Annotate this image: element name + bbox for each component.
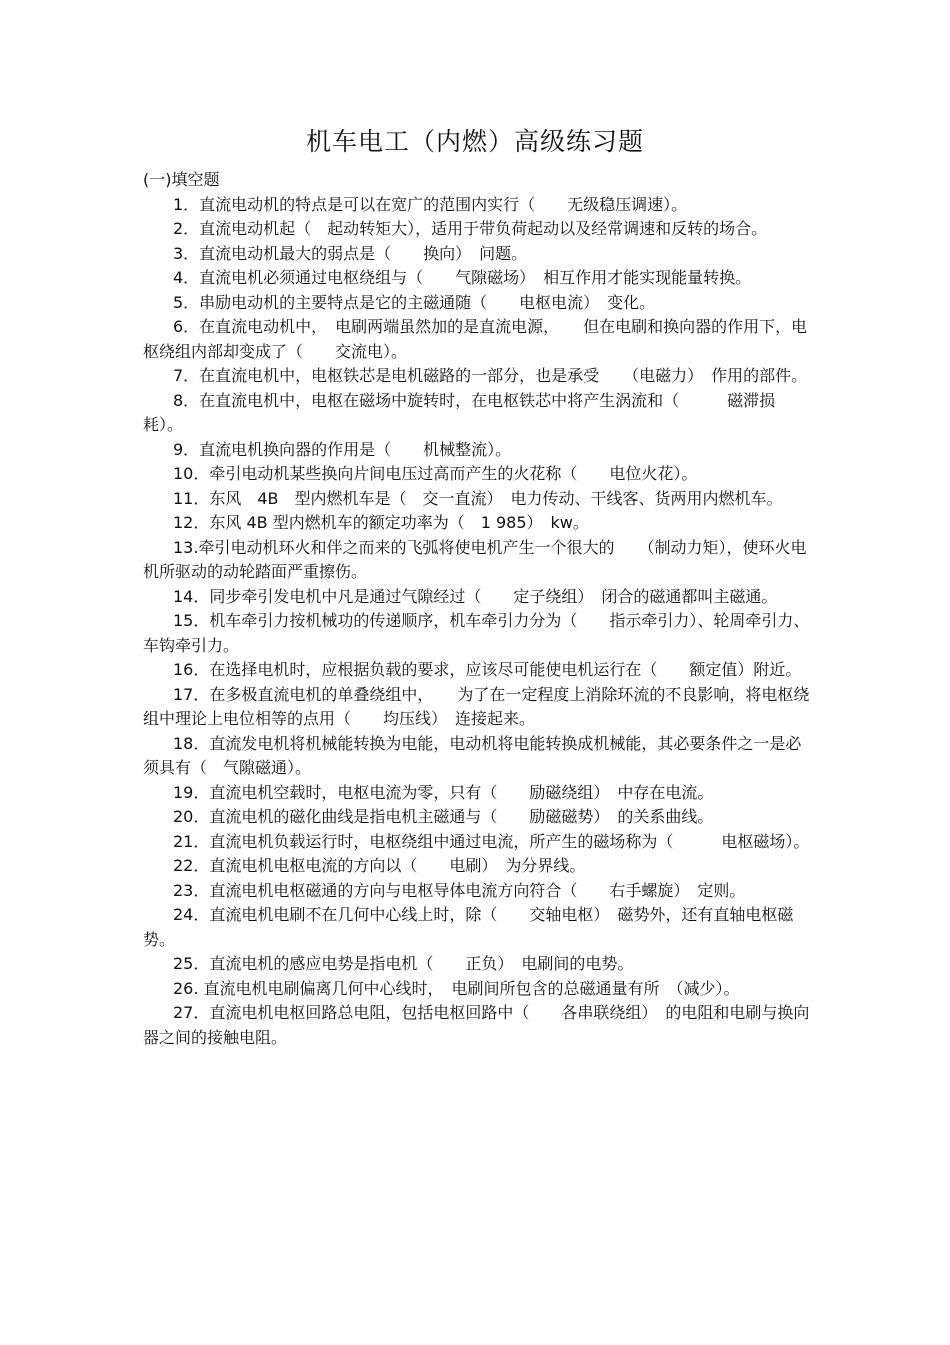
question-item: 13.牵引电动机环火和伴之而来的飞弧将使电机产生一个很大的 （制动力矩），使环火电机所驱动的动轮踏面严重擦伤。 xyxy=(143,537,807,581)
question-item: 9．直流电机换向器的作用是（ 机械整流）。 xyxy=(173,439,512,459)
question-item: 7．在直流电机中，电枢铁芯是电机磁路的一部分，也是承受 （电磁力） 作用的部件。 xyxy=(173,366,808,385)
question-item: 20．直流电机的磁化曲线是指电机主磁通与（ 励磁磁势） 的关系曲线。 xyxy=(173,807,714,826)
question-item: 2．直流电动机起（ 起动转矩大），适用于带负荷起动以及经常调速和反转的场合。 xyxy=(173,219,768,238)
question-item: 22．直流电机电枢电流的方向以（ 电刷） 为分界线。 xyxy=(173,856,586,875)
question-item: 12．东风 4B 型内燃机车的额定功率为（ 1 985） kw。 xyxy=(173,513,589,532)
question-item: 5．串励电动机的主要特点是它的主磁通随（ 电枢电流） 变化。 xyxy=(173,292,656,312)
question-item: 10．牵引电动机某些换向片间电压过高而产生的火花称（ 电位火花）。 xyxy=(173,464,698,483)
question-item: 27．直流电机电枢回路总电阻，包括电枢回路中（ 各串联绕组） 的电阻和电刷与换向器之间的接触电阻。 xyxy=(143,1003,810,1047)
question-item: 21．直流电机负载运行时，电枢绕组中通过电流，所产生的磁场称为（ 电枢磁场）。 xyxy=(173,831,810,851)
question-item: 1．直流电动机的特点是可以在宽广的范围内实行（ 无级稳压调速）。 xyxy=(173,194,688,214)
question-item: 6．在直流电动机中， 电刷两端虽然加的是直流电源， 但在电刷和换向器的作用下，电枢绕组内部却变成了（ 交流电）。 xyxy=(143,317,808,361)
section-heading: (一)填空题 xyxy=(143,170,220,189)
question-item: 17．在多极直流电机的单叠绕组中， 为了在一定程度上消除环流的不良影响，将电枢绕组中理论上电位相等的点用（ 均压线） 连接起来。 xyxy=(143,684,810,728)
question-item: 8．在直流电机中，电枢在磁场中旋转时，在电枢铁芯中将产生涡流和（ 磁滞损耗）。 xyxy=(143,390,776,434)
question-item: 3．直流电动机最大的弱点是（ 换向） 问题。 xyxy=(173,243,528,263)
document-body xyxy=(143,168,811,1050)
question-item: 25．直流电机的感应电势是指电机（ 正负） 电刷间的电势。 xyxy=(173,954,634,973)
question-item: 11．东风 4B 型内燃机车是（ 交一直流） 电力传动、干线客、货两用内燃机车。 xyxy=(173,488,783,508)
question-item: 23．直流电机电枢磁通的方向与电枢导体电流方向符合（ 右手螺旋） 定则。 xyxy=(173,880,746,900)
question-item: 14．同步牵引发电机中凡是通过气隙经过（ 定子绕组） 闭合的磁通都叫主磁通。 xyxy=(173,586,778,606)
question-item: 18．直流发电机将机械能转换为电能，电动机将电能转换成机械能，其必要条件之一是必须具有（ 气隙磁通）。 xyxy=(143,733,802,777)
question-item: 19．直流电机空载时，电枢电流为零，只有（ 励磁绕组） 中存在电流。 xyxy=(173,782,714,802)
question-item: 4．直流电机必须通过电枢绕组与（ 气隙磁场） 相互作用才能实现能量转换。 xyxy=(173,268,752,287)
question-item: 16．在选择电机时，应根据负载的要求，应该尽可能使电机运行在（ 额定值）附近。 xyxy=(173,660,802,679)
document-title: 机车电工（内燃）高级练习题 xyxy=(305,127,644,156)
question-item: 24．直流电机电刷不在几何中心线上时，除（ 交轴电枢） 磁势外，还有直轴电枢磁势。 xyxy=(143,905,794,949)
question-item: 26. 直流电机电刷偏离几何中心线时， 电刷间所包含的总磁通量有所 （减少）。 xyxy=(173,978,740,998)
question-item: 15．机车牵引力按机械功的传递顺序，机车牵引力分为（ 指示牵引力）、轮周牵引力、车钩牵引力。 xyxy=(143,611,810,655)
